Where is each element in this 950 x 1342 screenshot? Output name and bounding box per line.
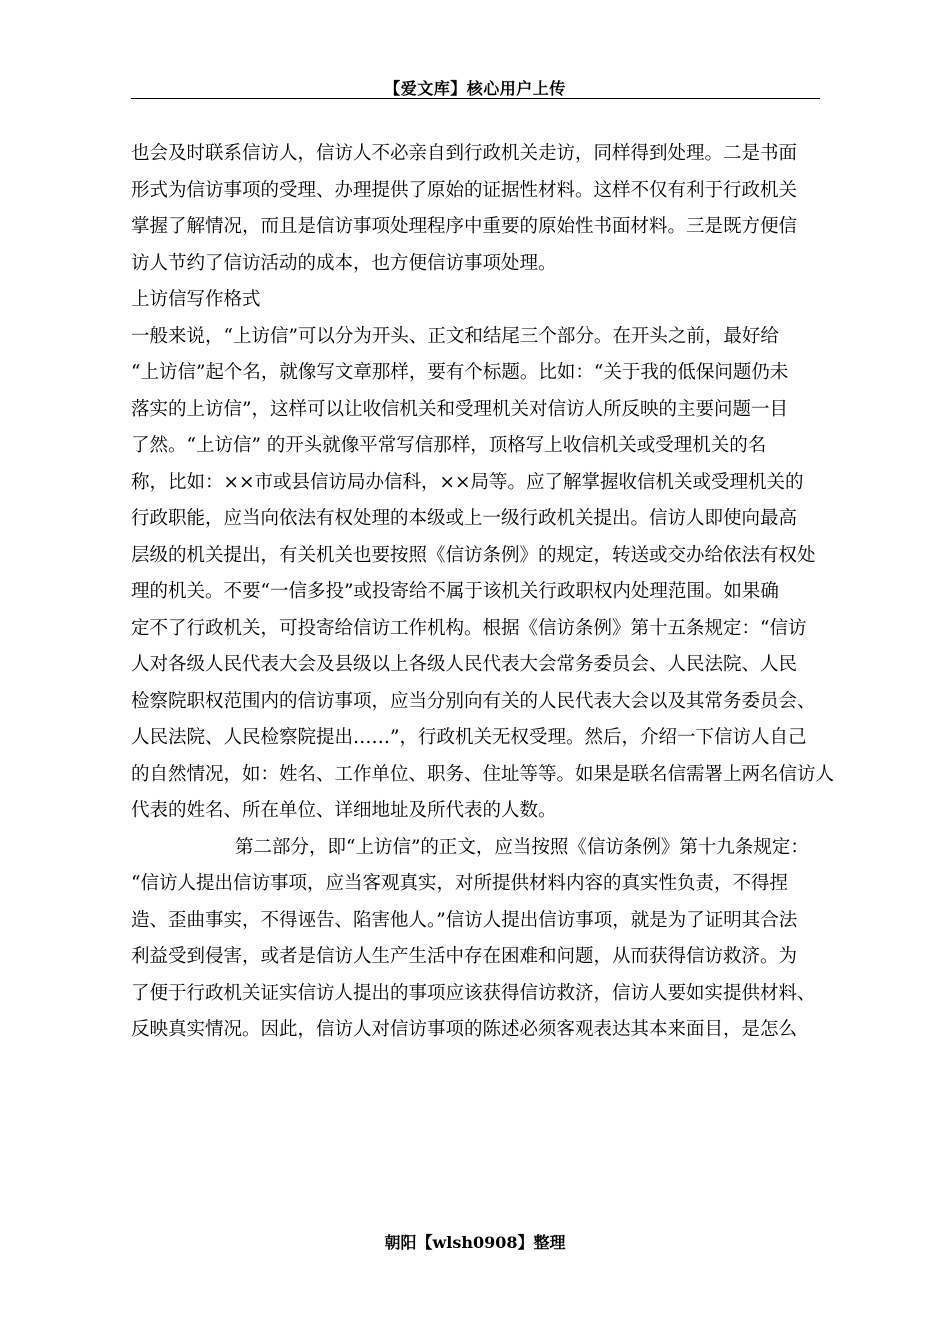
text-line-indented: 第二部分，即“上访信”的正文，应当按照《信访条例》第十九条规定： (235, 836, 809, 858)
document-body (131, 136, 835, 1049)
text-line: 掌握了解情况，而且是信访事项处理程序中重要的原始性书面材料。三是既方便信 (131, 216, 798, 237)
text-line: 代表的姓名、所在单位、详细地址及所代表的人数。 (131, 800, 557, 821)
text-line: 层级的机关提出，有关机关也要按照《信访条例》的规定，转送或交办给依法有权处 (131, 544, 816, 566)
text-line: 行政职能，应当向依法有权处理的本级或上一级行政机关提出。信访人即使向最高 (131, 508, 798, 529)
text-line: 形式为信访事项的受理、办理提供了原始的证据性材料。这样不仅有利于行政机关 (131, 179, 798, 201)
text-line: “信访人提出信访事项，应当客观真实，对所提供材料内容的真实性负责，不得捏 (131, 873, 788, 894)
text-line: 人对各级人民代表大会及县级以上各级人民代表大会常务委员会、人民法院、人民 (131, 654, 798, 675)
text-line: 定不了行政机关，可投寄给信访工作机构。根据《信访条例》第十五条规定：“信访 (131, 617, 807, 639)
text-line: 访人节约了信访活动的成本，也方便信访事项处理。 (131, 252, 557, 274)
text-line: 落实的上访信”，这样可以让收信机关和受理机关对信访人所反映的主要问题一目 (131, 398, 788, 420)
text-line: 也会及时联系信访人，信访人不必亲自到行政机关走访，同样得到处理。二是书面 (131, 143, 798, 164)
header-divider (131, 98, 820, 99)
text-line: 检察院职权范围内的信访事项，应当分别向有关的人民代表大会以及其常务委员会、 (131, 690, 816, 712)
text-line: 了然。“上访信” 的开头就像平常写信那样，顶格写上收信机关或受理机关的名 (131, 435, 767, 456)
text-line: 理的机关。不要“一信多投”或投寄给不属于该机关行政职权内处理范围。如果确 (131, 581, 779, 602)
text-line: 了便于行政机关证实信访人提出的事项应该获得信访救济，信访人要如实提供材料、 (131, 982, 816, 1004)
text-line: 利益受到侵害，或者是信访人生产生活中存在困难和问题，从而获得信访救济。为 (131, 946, 798, 967)
page-footer: 朝阳【wlsh0908】整理 (384, 1233, 566, 1252)
text-line: 的自然情况，如：姓名、工作单位、职务、住址等等。如果是联名信需署上两名信访人 (131, 763, 835, 785)
text-line: 造、歪曲事实，不得诬告、陷害他人。”信访人提出信访事项，就是为了证明其合法 (131, 909, 798, 931)
text-line: 一般来说，“上访信”可以分为开头、正文和结尾三个部分。在开头之前，最好给 (131, 325, 779, 347)
text-line: 人民法院、人民检察院提出……”，行政机关无权受理。然后，介绍一下信访人自己 (131, 727, 807, 748)
text-line: 反映真实情况。因此，信访人对信访事项的陈述必须客观表达其本来面目，是怎么 (131, 1019, 798, 1040)
page-header-title: 【爱文库】核心用户上传 (384, 79, 566, 98)
section-heading: 上访信写作格式 (131, 289, 261, 310)
text-line: “上访信”起个名，就像写文章那样，要有个标题。比如：“关于我的低保问题仍未 (131, 362, 789, 383)
text-line: 称，比如：××市或县信访局办信科，××局等。应了解掌握收信机关或受理机关的 (131, 471, 804, 493)
